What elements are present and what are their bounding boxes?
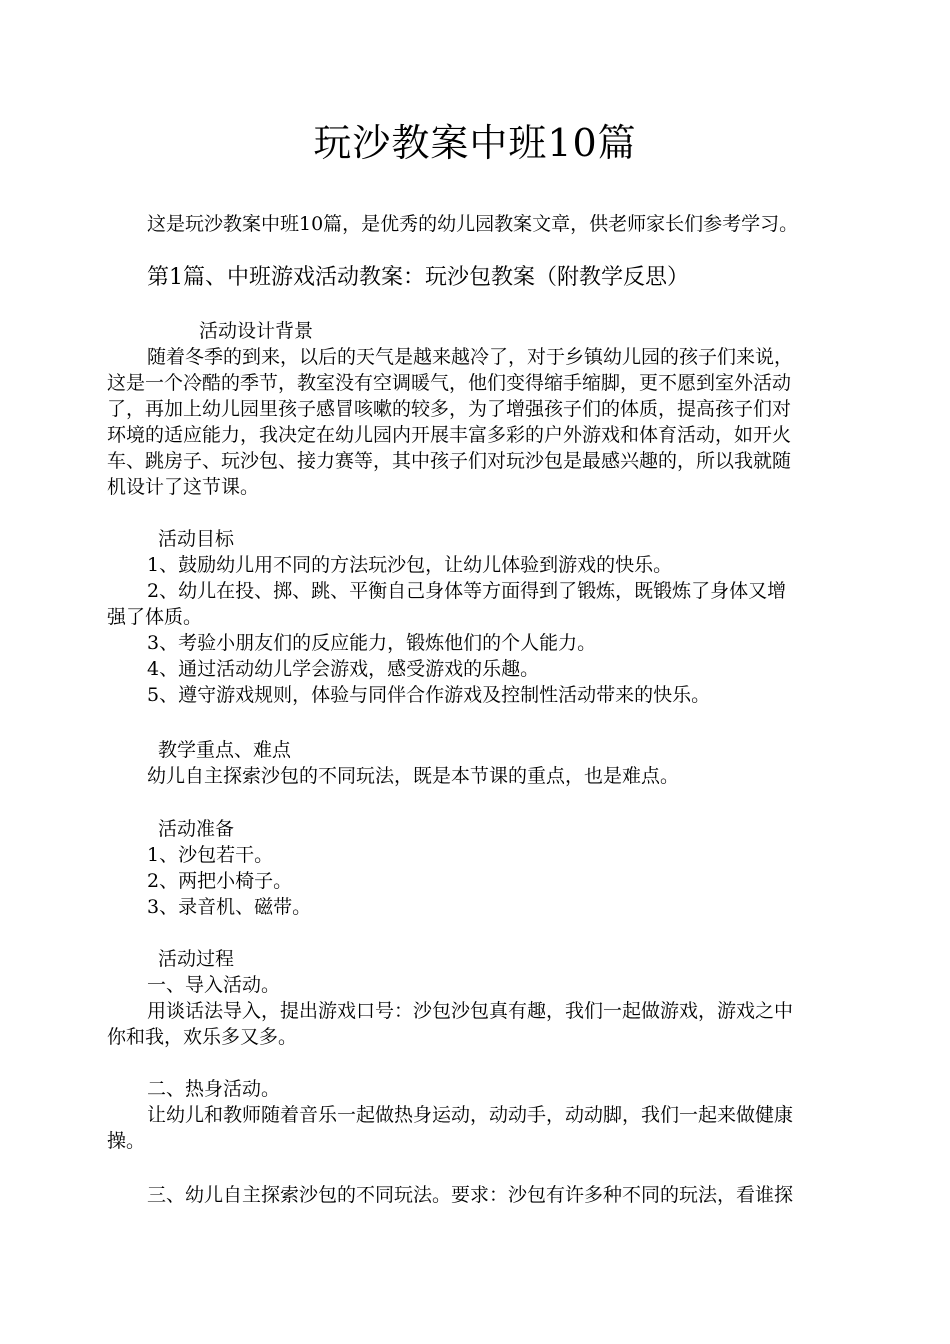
body-line: 随着冬季的到来，以后的天气是越来越冷了，对于乡镇幼儿园的孩子们来说，: [147, 346, 794, 368]
section-heading: 第1篇、中班游戏活动教案：玩沙包教案（附教学反思）: [147, 265, 689, 290]
body-line: 操。: [107, 1130, 146, 1152]
body-line: 这是一个冷酷的季节，教室没有空调暖气，他们变得缩手缩脚，更不愿到室外活动: [107, 372, 792, 394]
subheading-preparation: 活动准备: [158, 818, 235, 840]
prep-item: 1、沙包若干。: [147, 844, 274, 866]
goal-item: 4、通过活动幼儿学会游戏，感受游戏的乐趣。: [147, 658, 540, 680]
body-line: 三、幼儿自主探索沙包的不同玩法。要求：沙包有许多种不同的玩法，看谁探: [147, 1184, 794, 1206]
body-line: 机设计了这节课。: [107, 476, 260, 498]
subheading-background: 活动设计背景: [199, 320, 314, 342]
body-line: 环境的适应能力，我决定在幼儿园内开展丰富多彩的户外游戏和体育活动，如开火: [107, 424, 792, 446]
prep-item: 3、录音机、磁带。: [147, 896, 312, 918]
body-line: 了，再加上幼儿园里孩子感冒咳嗽的较多，为了增强孩子们的体质，提高孩子们对: [107, 398, 792, 420]
goal-item: 5、遵守游戏规则，体验与同伴合作游戏及控制性活动带来的快乐。: [147, 684, 711, 706]
goal-item: 3、考验小朋友们的反应能力，锻炼他们的个人能力。: [147, 632, 597, 654]
step-heading: 一、导入活动。: [147, 974, 281, 996]
body-line: 幼儿自主探索沙包的不同玩法，既是本节课的重点，也是难点。: [147, 765, 680, 787]
step-heading: 二、热身活动。: [147, 1078, 281, 1100]
goal-item: 1、鼓励幼儿用不同的方法玩沙包，让幼儿体验到游戏的快乐。: [147, 554, 673, 576]
subheading-process: 活动过程: [158, 948, 235, 970]
body-line: 让幼儿和教师随着音乐一起做热身运动，动动手，动动脚，我们一起来做健康: [147, 1104, 794, 1126]
prep-item: 2、两把小椅子。: [147, 870, 293, 892]
goal-item-continued: 强了体质。: [107, 606, 203, 628]
intro-paragraph: 这是玩沙教案中班10篇，是优秀的幼儿园教案文章，供老师家长们参考学习。: [147, 213, 799, 235]
goal-item: 2、幼儿在投、掷、跳、平衡自己身体等方面得到了锻炼，既锻炼了身体又增: [147, 580, 787, 602]
subheading-goals: 活动目标: [158, 528, 235, 550]
body-line: 用谈话法导入，提出游戏口号：沙包沙包真有趣，我们一起做游戏，游戏之中: [147, 1000, 794, 1022]
subheading-key-points: 教学重点、难点: [158, 739, 292, 761]
body-line: 你和我，欢乐多又多。: [107, 1026, 298, 1048]
document-title: 玩沙教案中班10篇: [313, 121, 637, 165]
body-line: 车、跳房子、玩沙包、接力赛等，其中孩子们对玩沙包是最感兴趣的，所以我就随: [107, 450, 792, 472]
